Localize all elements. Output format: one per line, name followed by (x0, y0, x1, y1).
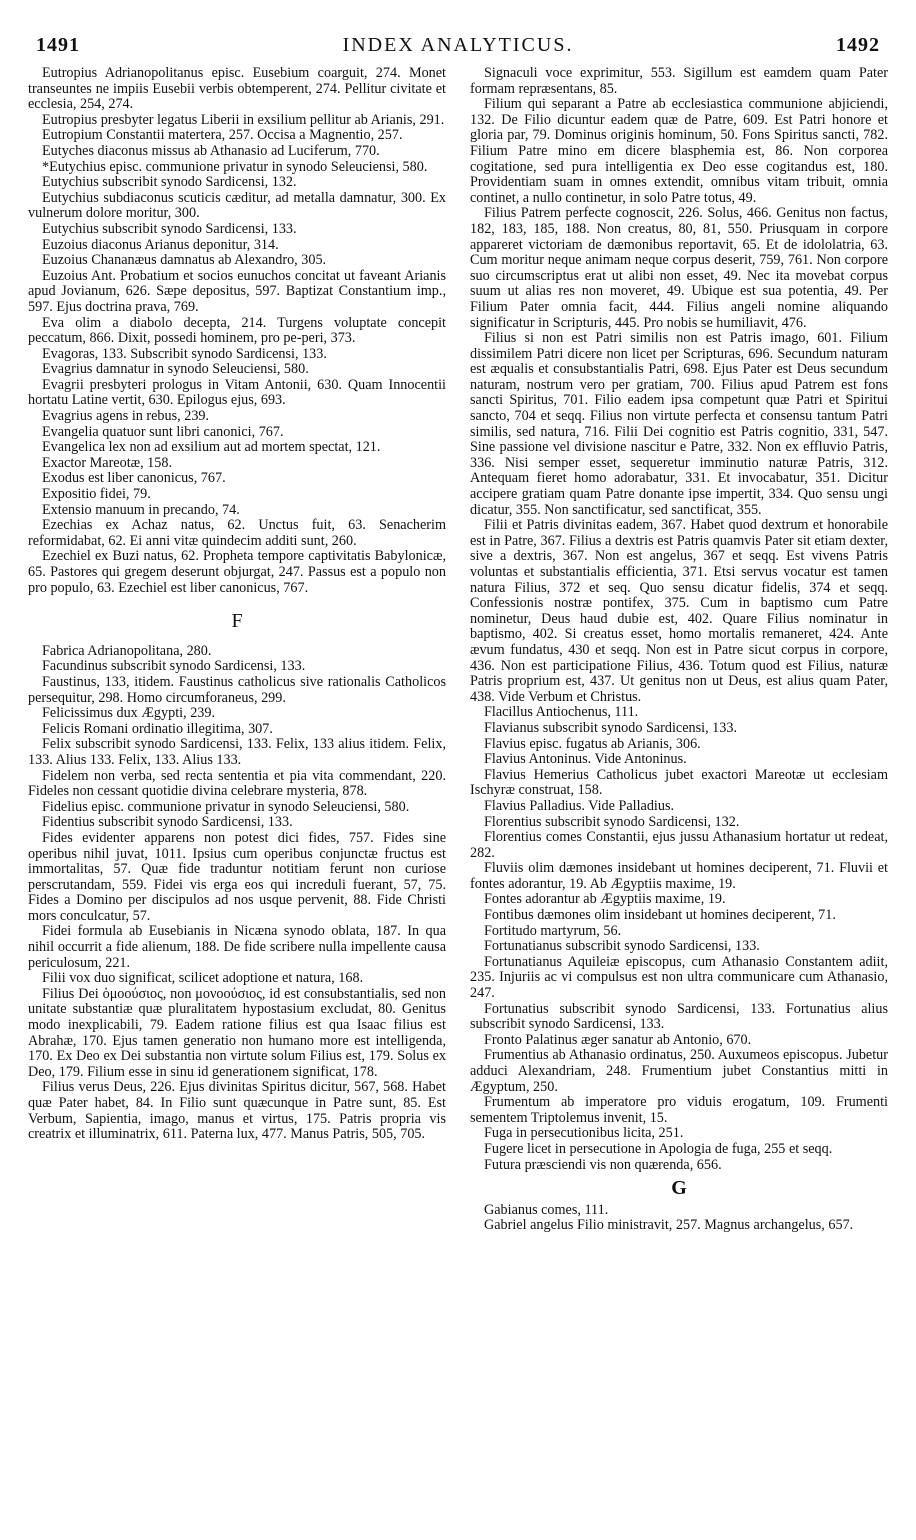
index-entry: Eutropius Adrianopolitanus episc. Eusebium coarguit, 274. Monet transeuntes ne impiis Eusebii verbis obtemperent, 274. Pellitur civitate et ecclesia, 254, 274. (28, 66, 446, 113)
index-entry: Exodus est liber canonicus, 767. (42, 470, 226, 487)
index-entry: Ezechias ex Achaz natus, 62. Unctus fuit, 63. Senacherim reformidabat, 62. Ei anni vitæ quindecim additi sunt, 260. (28, 517, 446, 549)
index-entry: Flavius Palladius. Vide Palladius. (484, 797, 675, 814)
index-entry: Fuga in persecutionibus licita, 251. (484, 1125, 684, 1142)
index-entry: Fidelius episc. communione privatur in synodo Seleuciensi, 580. (42, 798, 410, 815)
index-entry: Fides evidenter apparens non potest dici fides, 757. Fides sine operibus nihil juvat, 1011. Ipsius cum operibus conjunctæ fructus est immortalitas, 57. Quæ fide traduntur notitiam ferunt non curiose perscrutandam, 559. Fidei vis erga eos qui increduli fuerant, 57, 75. Fides a Domino per discipulos ad nos usque pervenit, 88. Fide Christi mors conculcatur, 57. (28, 829, 446, 924)
index-entry: Flacillus Antiochenus, 111. (484, 704, 639, 721)
index-entry: Filius si non est Patri similis non est Patris imago, 601. Filium dissimilem Patri dicere non licet per Scripturas, 696. Secundum naturam est æqualis et consubstantialis Patri, 698. Ejus Pater est Deus secundum naturam, nostrum vero per gratiam, 700. Filius apud Patrem est fons sancti Spiritus, 701. Filio eadem ipsa competunt quæ Patri et Spiritui sancto, 704 et seqq. Filius non virtute perfecta et consensu tantum Patri similis, sed natura, 716. Filii Dei cognitio est Patris cognitio, 331, 547. Sine passione vel divisione nascitur e Patre, 332. Non ex effluvio Patris, 336. Nisi semper esset, sequeretur imminutio naturæ Patris, 312. Antequam fieret homo adorabatur, 331. Et invocabatur, 351. Dicitur accipere gratiam quam Patre donante ipse impertit, 334. Quo sensu ungi dicatur, 355. Non sanctificatur, sed sanctificat, 355. (470, 330, 888, 518)
index-entry: Fortunatianus Aquileiæ episcopus, cum Athanasio Constantem adiit, 235. Injuriis ac vi compulsus est non ultra communicare cum Athanasio, 247. (470, 953, 888, 1002)
index-entry: Filius Patrem perfecte cognoscit, 226. Solus, 466. Genitus non factus, 182, 183, 185, 188. Non creatus, 80, 81, 550. Priusquam in corpore appareret victoriam de dæmonibus reportavit, 65. Et de idololatria, 63. Cum moritur neque animam neque corpus deserit, 759, 761. Non corpore suo circumscriptus erat ut alibi non esset, 49. Nec ita movebat corpus suum ut alias res non moveret, 49. Ubique est sua potentia, 49. Per Filium Pater omnia facit, 444. Filius angeli nomine aliquando significatur in Scripturis, 445. Pro nobis se humiliavit, 476. (470, 205, 888, 331)
left-column (28, 66, 446, 1526)
index-entry: Fortunatius subscribit synodo Sardicensi, 133. Fortunatius alius subscribit synodo Sardicensi, 133. (470, 1000, 888, 1033)
index-entry: Euzoius diaconus Arianus deponitur, 314. (42, 236, 279, 253)
index-entry: Flavianus subscribit synodo Sardicensi, 133. (484, 719, 737, 736)
index-entry: Frumentius ab Athanasio ordinatus, 250. Auxumeos episcopus. Jubetur adduci Alexandriam, 248. Frumentium jubet Constantius mitti in Ægyptum, 250. (470, 1047, 888, 1095)
index-entry: Euzoius Chananæus damnatus ab Alexandro, 305. (42, 252, 327, 269)
index-entry: Fugere licet in persecutione in Apologia de fuga, 255 et seqq. (484, 1140, 833, 1157)
index-entry: Filii vox duo significat, scilicet adoptione et natura, 168. (42, 970, 364, 987)
index-entry: Florentius comes Constantii, ejus jussu Athanasium hortatur ut redeat, 282. (470, 829, 888, 861)
index-entry: Felicis Romani ordinatio illegitima, 307. (42, 720, 273, 737)
index-entry: Facundinus subscribit synodo Sardicensi, 133. (42, 658, 306, 675)
index-entry: Eutychius subscribit synodo Sardicensi, 132. (42, 174, 297, 191)
index-entry: Fluviis olim dæmones insidebant ut homines deciperent, 71. Fluvii et fontes adorantur, 19. Ab Ægyptiis maxime, 19. (470, 860, 888, 892)
index-entry: Felicissimus dux Ægypti, 239. (42, 705, 216, 722)
section-letter-f: F (231, 610, 243, 633)
index-entry: Futura præsciendi vis non quærenda, 656. (484, 1156, 722, 1173)
index-entry: Filium qui separant a Patre ab ecclesiastica communione abjiciendi, 132. De Filio dicuntur eadem quæ de Patre, 609. Est Patri honore et gloria par, 79. Dominus originis hominum, 50. Fons Spiritus sancti, 782. Filium Patre mino em dicere blasphemia est, 86. Non corporea cogitatione, sed pura intelligentia ex Deo esse cogitandus est, 180. Providentiam suam in omnes extendit, omnibus vitam tribuit, omnia continet, a nullo continetur, in solo Patre totus, 49. (470, 96, 888, 206)
index-entry: Filii et Patris divinitas eadem, 367. Habet quod dextrum et honorabile est in Patre, 367. Filius a dextris est Patris quamvis Pater sit etiam dexter, sive a dextris, 367. Non est angelus, 367 et seqq. Est vivens Patris voluntas et substantialis efficientia, 371. Etsi servus vocatur est tamen natura Filius, 372 et seq. Quo sensu dicatur fidelis, 374 et seqq. Confessionis nostræ pontifex, 375. Cum in baptismo cum Patre nominetur, Deus haud dubie est, 402. Quare Filius nominatur in baptismo, 402. Si creatus esset, homo mortalis remaneret, 424. Ante ævum fundatus, 430 et seqq. Non est in Patre sicut corpus in corpore, 436. Non est participatione Filius, 436. Totum quod est Filius, naturæ Patris proprium est, 437. Ut genitus non ut Deus, est alius quam Pater, 438. Vide Verbum et Christus. (470, 517, 888, 705)
index-entry: Flavius Antoninus. Vide Antoninus. (484, 751, 687, 768)
index-entry: Fontes adorantur ab Ægyptiis maxime, 19. (484, 891, 726, 908)
index-entry: Fronto Palatinus æger sanatur ab Antonio, 670. (484, 1031, 752, 1048)
index-entry: Ezechiel ex Buzi natus, 62. Propheta tempore captivitatis Babylonicæ, 65. Pastores qui gregem deserunt objurgat, 247. Passus est a populo non pro populo, 63. Ezechiel est liber canonicus, 767. (28, 548, 446, 596)
index-entry: Expositio fidei, 79. (42, 486, 151, 503)
right-entries-g (470, 1203, 888, 1234)
index-entry: Signaculi voce exprimitur, 553. Sigillum est eamdem quam Pater formam repræsentans, 85. (470, 66, 888, 97)
page-number-right: 1492 (836, 34, 880, 56)
left-entries-f (28, 644, 446, 1143)
index-entry: *Eutychius episc. communione privatur in synodo Seleuciensi, 580. (42, 158, 428, 175)
index-entry: Evagoras, 133. Subscribit synodo Sardicensi, 133. (42, 345, 327, 362)
page-title: INDEX ANALYTICUS. (342, 34, 574, 56)
index-entry: Fidentius subscribit synodo Sardicensi, 133. (42, 814, 293, 831)
index-entry: Evagrius agens in rebus, 239. (42, 408, 210, 425)
index-entry: Flavius episc. fugatus ab Arianis, 306. (484, 735, 701, 752)
index-entry: Eutropius presbyter legatus Liberii in exsilium pellitur ab Arianis, 291. (42, 111, 445, 128)
right-column (470, 66, 888, 1526)
index-entry: Florentius subscribit synodo Sardicensi, 132. (484, 813, 740, 830)
index-entry: Fidelem non verba, sed recta sententia et pia vita commendant, 220. Fideles non cessant quotidie divina celebrare mysteria, 878. (28, 767, 446, 800)
index-entry: Filius Dei ὁμοούσιος, non μονοούσιος, id est consubstantialis, sed non unitate substantiæ quæ pluralitatem hypostasium excludat, 80. Genitus modo inexplicabili, 79. Eadem ratione filius est qua Isaac filius est Abrahæ, 170. Ejus tamen generatio non humano more est intelligenda, 170. Ex Deo ex Dei substantia non virtute solum Filius est, 179. Solus ex Deo, 179. Filium esse in sinu id generationem significat, 178. (28, 985, 446, 1080)
index-entry: Fidei formula ab Eusebianis in Nicæna synodo oblata, 187. In qua nihil occurrit a fide alienum, 188. De fide scribere nulla impellente causa periculosum, 221. (28, 923, 446, 971)
section-letter-g: G (671, 1177, 687, 1200)
index-entry: Extensio manuum in precando, 74. (42, 501, 240, 518)
index-entry: Frumentum ab imperatore pro viduis erogatum, 109. Frumenti sementem Triptolemus invenit, 15. (470, 1094, 888, 1126)
index-entry: Flavius Hemerius Catholicus jubet exactori Mareotæ ut ecclesiam Ischyræ construat, 158. (470, 766, 888, 799)
page-header (36, 34, 880, 60)
index-entry: Fontibus dæmones olim insidebant ut homines deciperent, 71. (484, 907, 836, 924)
index-entry: Eutychius subscribit synodo Sardicensi, 133. (42, 220, 297, 237)
index-entry: Eutropium Constantii matertera, 257. Occisa a Magnentio, 257. (42, 127, 403, 144)
index-entry: Fortitudo martyrum, 56. (484, 922, 622, 939)
index-entry: Evagrius damnatur in synodo Seleuciensi, 580. (42, 361, 309, 378)
index-entry: Evangelia quatuor sunt libri canonici, 767. (42, 423, 284, 440)
left-entries-e (28, 66, 446, 596)
index-entry: Evangelica lex non ad exsilium aut ad mortem spectat, 121. (42, 439, 381, 456)
index-entry: Faustinus, 133, itidem. Faustinus catholicus sive rationalis Catholicos persequitur, 298. Homo circumforaneus, 299. (28, 673, 446, 706)
index-entry: Gabriel angelus Filio ministravit, 257. Magnus archangelus, 657. (484, 1217, 854, 1234)
index-entry: Eutychius subdiaconus scuticis cæditur, ad metalla damnatur, 300. Ex vulnerum dolore moritur, 300. (28, 189, 446, 222)
index-entry: Fortunatianus subscribit synodo Sardicensi, 133. (484, 938, 760, 955)
index-entry: Eva olim a diabolo decepta, 214. Turgens voluptate concepit peccatum, 866. Dixit, possedi hominem, pro pe-peri, 373. (28, 314, 446, 347)
index-entry: Gabianus comes, 111. (484, 1201, 609, 1218)
right-entries-f (470, 66, 888, 1173)
index-entry: Eutyches diaconus missus ab Athanasio ad Luciferum, 770. (42, 142, 380, 159)
index-entry: Exactor Mareotæ, 158. (42, 454, 173, 471)
page-number-left: 1491 (36, 34, 80, 56)
index-entry: Fabrica Adrianopolitana, 280. (42, 642, 212, 659)
index-entry: Felix subscribit synodo Sardicensi, 133. Felix, 133 alius itidem. Felix, 133. Alius 133. Felix, 133. Alius 133. (28, 736, 446, 768)
index-entry: Euzoius Ant. Probatium et socios eunuchos concitat ut faveant Arianis apud Jovianum, 626. Sæpe depositus, 597. Baptizat Constantium imp., 597. Ejus doctrina prava, 769. (28, 267, 446, 315)
index-entry: Evagrii presbyteri prologus in Vitam Antonii, 630. Quam Innocentii hortatu Latine vertit, 630. Epilogus ejus, 693. (28, 376, 446, 409)
index-entry: Filius verus Deus, 226. Ejus divinitas Spiritus dicitur, 567, 568. Habet quæ Pater habet, 84. In Filio sunt quæcunque in Patre sunt, 85. Est Verbum, Sapientia, imago, manus et virtus, 175. Patris propria vis creatrix et illuminatrix, 611. Paterna lux, 477. Manus Patris, 505, 705. (28, 1079, 446, 1143)
